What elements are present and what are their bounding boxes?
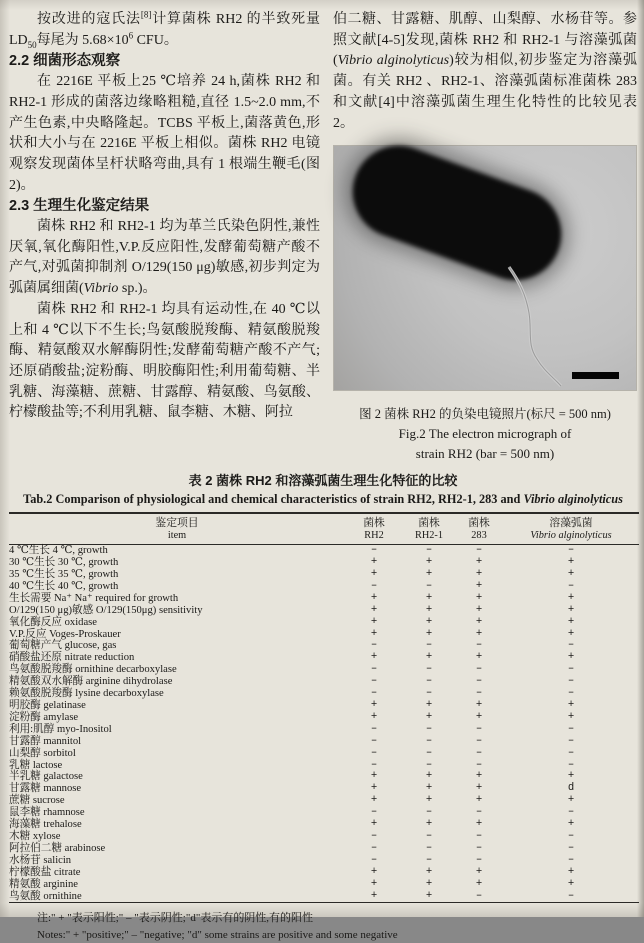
- row-value: +: [475, 568, 483, 581]
- species-name-italic: Vibrio alginolyticus: [337, 53, 450, 69]
- row-value: –: [425, 806, 433, 819]
- row-item-label: 赖氨酸脱羧酶 lysine decarboxylase: [9, 688, 164, 700]
- table-row: [9, 760, 639, 772]
- row-value: –: [475, 639, 483, 652]
- row-value: +: [475, 699, 483, 711]
- table-row: [9, 771, 639, 783]
- table-row: [9, 605, 639, 617]
- row-value: –: [370, 746, 378, 759]
- table-body: [9, 545, 639, 903]
- row-value: –: [370, 722, 378, 735]
- row-value: –: [370, 663, 378, 676]
- paragraph-text: CFU。: [133, 32, 178, 48]
- table-row: [9, 629, 639, 641]
- row-value: –: [567, 806, 575, 819]
- row-value: –: [475, 663, 483, 676]
- row-value: +: [475, 651, 483, 664]
- paragraph-biochemical-2: 菌株 RH2 和 RH2-1 均具有运动性,在 40 ℃以上和 4 ℃以下不生长;鸟氨酸脱羧酶、精氨酸脱羧酶、精氨酸双水解酶阴性;发酵葡萄糖产酸不产气;还原硝酸盐;淀粉酶、明胶酶阳性;利用葡萄糖、半乳糖、海藻糖、蔗糖、甘露醇、精氨酸、鸟氨酸、柠檬酸盐等;不利用乳糖、鼠李糖、木糖、阿拉: [9, 301, 320, 421]
- row-value: –: [475, 841, 483, 854]
- row-item-label: 利用:肌醇 myo-Inositol: [9, 723, 112, 735]
- row-value: +: [425, 556, 433, 569]
- row-value: +: [567, 877, 575, 890]
- row-value: +: [370, 770, 378, 783]
- row-value: +: [370, 877, 378, 890]
- row-item-label: 氧化酶反应 oxidase: [9, 616, 97, 628]
- table-row: [9, 819, 639, 831]
- row-value: –: [475, 544, 483, 557]
- row-value: +: [567, 710, 575, 723]
- row-value: +: [425, 603, 433, 616]
- row-value: +: [567, 627, 575, 640]
- row-item-label: 甘露糖 mannose: [9, 783, 82, 795]
- row-value: –: [425, 829, 433, 842]
- table-header: [9, 513, 639, 545]
- table-row: [9, 712, 639, 724]
- table-row: [9, 617, 639, 629]
- row-item-label: 水杨苷 salicin: [9, 854, 72, 866]
- header-strain-label: 菌株: [468, 517, 490, 530]
- row-value: +: [475, 770, 483, 783]
- row-value: –: [475, 675, 483, 688]
- figure-caption: [333, 404, 637, 464]
- row-value: –: [425, 544, 433, 557]
- table-row: [9, 736, 639, 748]
- row-value: –: [503, 891, 639, 903]
- row-value: –: [370, 687, 378, 700]
- header-item-cn: 鉴定项目: [155, 517, 199, 530]
- row-value: –: [475, 758, 483, 771]
- row-value: +: [425, 877, 433, 890]
- table-row: [9, 652, 639, 664]
- header-species-name-italic: Vibrio alginolyticus: [530, 529, 612, 541]
- paragraph-text: 每尾为 5.68×10: [36, 32, 129, 48]
- row-value: +: [370, 615, 378, 628]
- scale-bar: [572, 372, 619, 379]
- row-value: –: [567, 579, 575, 592]
- row-value: +: [475, 782, 483, 795]
- table-title-species-italic: Vibrio alginolyticus: [523, 492, 623, 507]
- header-strain-name: RH2-1: [414, 529, 444, 541]
- row-value: +: [567, 651, 575, 664]
- table-row: [9, 843, 639, 855]
- table-row: [9, 867, 639, 879]
- row-value: –: [475, 722, 483, 735]
- table-row: [9, 748, 639, 760]
- row-value: +: [425, 818, 433, 831]
- table-row: [9, 855, 639, 867]
- row-value: –: [370, 853, 378, 866]
- row-value: +: [475, 556, 483, 569]
- row-value: +: [567, 770, 575, 783]
- row-value: +: [425, 591, 433, 604]
- paragraph-text: 按改进的寇氏法: [37, 12, 141, 27]
- row-value: –: [567, 758, 575, 771]
- row-value: +: [425, 568, 433, 581]
- row-value: –: [370, 579, 378, 592]
- row-value: +: [475, 818, 483, 831]
- table-row: [9, 664, 639, 676]
- paragraph-text: 菌株 RH2 和 RH2-1 均为革兰氏染色阴性,兼性厌氧,氧化酶阳性,V.P.反应阳性,发酵葡萄糖产酸不产气,对弧菌抑制剂 O/129(150 μg)敏感,初步判定为弧菌属细菌(: [9, 219, 320, 297]
- table-title-chinese: 表 2 菌株 RH2 和溶藻弧菌生理生化特征的比较: [188, 473, 458, 489]
- row-item-label: O/129(150 μg)敏感 O/129(150μg) sensitivity: [9, 604, 203, 616]
- row-value: +: [567, 818, 575, 831]
- row-value: +: [425, 699, 433, 711]
- row-item-label: 乳糖 lactose: [9, 759, 63, 771]
- header-item-en: item: [167, 529, 187, 541]
- row-value: –: [455, 891, 503, 903]
- table-row: [9, 700, 639, 712]
- row-value: d: [567, 782, 575, 795]
- row-item-label: 甘露醇 mannitol: [9, 735, 82, 747]
- table-title-english-text: Tab.2 Comparison of physiological and chemical characteristics of strain RH2, RH2-1, 283 and: [23, 492, 524, 507]
- row-value: –: [425, 663, 433, 676]
- row-item-label: 木糖 xylose: [9, 830, 61, 842]
- row-item-label: V.P.反应 Voges-Proskauer: [9, 628, 121, 640]
- header-strain-label: 菌株: [418, 517, 440, 530]
- row-item-label: 海藻糖 trehalose: [9, 819, 82, 831]
- row-value: –: [475, 734, 483, 747]
- paragraph-morphology: 在 2216E 平板上25 ℃培养 24 h,菌株 RH2 和 RH2-1 形成的菌落边缘略粗糙,直径 1.5~2.0 mm,不产生色素,中央略隆起。TCBS 平板上,菌落黄色,形状和大小与在 2216E 平板上相似。菌株 RH2 电镜观察发现菌体呈杆状略弯曲,具有 1 根端生鞭毛(图 2)。: [9, 74, 320, 193]
- row-value: +: [567, 603, 575, 616]
- citation-ref-superscript: [8]: [140, 9, 152, 20]
- row-value: –: [567, 829, 575, 842]
- flagellum-image: [333, 145, 637, 391]
- row-value: +: [475, 615, 483, 628]
- row-item-label: 精氨酸双水解酶 arginine dihydrolase: [9, 676, 173, 688]
- row-value: +: [475, 710, 483, 723]
- row-value: +: [370, 651, 378, 664]
- row-item-label: 淀粉酶 amylase: [9, 711, 79, 723]
- row-value: –: [370, 829, 378, 842]
- electron-micrograph-figure: [333, 145, 637, 391]
- table-row: [9, 724, 639, 736]
- header-strain-name: 283: [471, 529, 487, 541]
- row-item-label: 鸟氨酸 ornithine: [9, 891, 345, 903]
- row-value: –: [370, 639, 378, 652]
- header-strain-283: [455, 513, 503, 545]
- table-row: [9, 545, 639, 557]
- paragraph-biochemical-1: [9, 217, 320, 300]
- row-value: +: [475, 579, 483, 592]
- row-value: –: [370, 675, 378, 688]
- figure-caption-chinese: 图 2 菌株 RH2 的负染电镜照片(标尺 = 500 nm): [359, 407, 611, 422]
- right-text-column: [333, 10, 637, 464]
- row-value: +: [475, 865, 483, 878]
- table-row: [9, 795, 639, 807]
- paragraph-text: 伯二糖、甘露糖、肌醇、山梨醇、水杨苷等。参照文献[4-5]发现,菌株 RH2 和 RH2-1 与溶藻弧菌(: [333, 12, 637, 69]
- table-note-english: Notes:" + "positive;" – "negative; "d" some strains are positive and some negative: [37, 928, 398, 941]
- section-heading-2-3: 2.3 生理生化鉴定结果: [9, 198, 150, 215]
- row-value: +: [475, 794, 483, 807]
- row-value: –: [567, 639, 575, 652]
- row-value: +: [425, 627, 433, 640]
- figure-caption-english-line1: Fig.2 The electron micrograph of: [398, 426, 572, 442]
- row-value: –: [567, 853, 575, 866]
- row-value: +: [370, 794, 378, 807]
- row-value: –: [567, 675, 575, 688]
- row-item-label: 30 ℃生长 30 ℃, growth: [9, 557, 119, 569]
- row-item-label: 蔗糖 sucrose: [9, 795, 65, 807]
- row-value: +: [403, 891, 455, 903]
- row-value: +: [567, 699, 575, 711]
- header-vibrio-alginolyticus: [503, 513, 639, 545]
- row-item-label: 精氨酸 arginine: [9, 878, 78, 890]
- header-strain-rh2-1: [403, 513, 455, 545]
- row-value: +: [370, 568, 378, 581]
- row-value: –: [425, 853, 433, 866]
- row-value: +: [425, 615, 433, 628]
- row-item-label: 生长需要 Na⁺ Na⁺ required for growth: [9, 592, 179, 604]
- row-value: –: [475, 853, 483, 866]
- row-item-label: 半乳糖 galactose: [9, 771, 83, 783]
- table-title-english: [9, 492, 637, 507]
- row-value: +: [425, 782, 433, 795]
- row-value: +: [370, 865, 378, 878]
- paragraph-text: )较为相似,初步鉴定为溶藻弧菌。有关 RH2 、RH2-1、溶藻弧菌标准菌株 283 和文献[4]中溶藻弧菌生理生化特性的比较见表 2。: [333, 53, 637, 131]
- genus-name-italic: Vibrio: [83, 281, 119, 297]
- row-value: +: [370, 699, 378, 711]
- row-value: –: [425, 734, 433, 747]
- row-value: +: [567, 794, 575, 807]
- row-value: +: [425, 865, 433, 878]
- left-text-column: [9, 10, 320, 424]
- row-value: +: [425, 770, 433, 783]
- row-item-label: 葡萄糖产气 glucose, gas: [9, 640, 117, 652]
- row-item-label: 柠檬酸盐 citrate: [9, 866, 81, 878]
- table-row: [9, 891, 639, 903]
- row-value: +: [475, 627, 483, 640]
- row-item-label: 硝酸盐还原 nitrate reduction: [9, 652, 135, 664]
- row-value: –: [475, 746, 483, 759]
- row-value: –: [425, 746, 433, 759]
- row-value: +: [370, 710, 378, 723]
- table-row: [9, 569, 639, 581]
- row-value: –: [567, 841, 575, 854]
- table-row: [9, 783, 639, 795]
- row-value: –: [425, 687, 433, 700]
- row-item-label: 40 ℃生长 40 ℃, growth: [9, 580, 119, 592]
- row-value: –: [425, 639, 433, 652]
- header-item-column: [9, 513, 345, 545]
- table-row: [9, 640, 639, 652]
- paragraph-identification: [333, 10, 637, 134]
- row-value: –: [475, 687, 483, 700]
- row-value: –: [567, 734, 575, 747]
- row-value: +: [370, 603, 378, 616]
- row-item-label: 明胶酶 gelatinase: [9, 700, 86, 711]
- row-value: –: [567, 663, 575, 676]
- section-heading-2-2: 2.2 细菌形态观察: [9, 53, 121, 70]
- row-item-label: 35 ℃生长 35 ℃, growth: [9, 569, 119, 581]
- row-value: +: [370, 627, 378, 640]
- row-value: –: [567, 746, 575, 759]
- row-value: +: [567, 865, 575, 878]
- header-strain-label: 溶藻弧菌: [549, 517, 593, 530]
- row-value: +: [425, 651, 433, 664]
- ld50-subscript: 50: [27, 39, 37, 50]
- header-strain-rh2: [345, 513, 403, 545]
- row-value: –: [475, 829, 483, 842]
- row-value: +: [567, 615, 575, 628]
- row-item-label: 4 ℃生长 4 ℃, growth: [9, 545, 108, 557]
- row-value: +: [370, 556, 378, 569]
- table-row: [9, 807, 639, 819]
- row-value: +: [345, 891, 403, 903]
- row-value: +: [475, 603, 483, 616]
- table-row: [9, 593, 639, 605]
- row-value: –: [370, 734, 378, 747]
- row-value: –: [425, 675, 433, 688]
- row-value: –: [370, 806, 378, 819]
- row-value: –: [425, 841, 433, 854]
- row-item-label: 山梨醇 sorbitol: [9, 747, 76, 759]
- exponent-superscript: 6: [128, 30, 134, 41]
- row-value: –: [370, 758, 378, 771]
- header-strain-name: RH2: [364, 529, 384, 541]
- row-value: –: [425, 722, 433, 735]
- row-value: –: [425, 758, 433, 771]
- row-item-label: 鼠李糖 rhamnose: [9, 807, 85, 819]
- row-value: –: [567, 687, 575, 700]
- table-row: [9, 676, 639, 688]
- header-strain-label: 菌株: [363, 517, 385, 530]
- row-value: –: [567, 544, 575, 557]
- comparison-table: [9, 512, 639, 903]
- row-value: –: [370, 841, 378, 854]
- row-value: +: [475, 591, 483, 604]
- row-value: +: [425, 794, 433, 807]
- row-value: –: [475, 806, 483, 819]
- row-value: +: [370, 591, 378, 604]
- row-value: +: [475, 877, 483, 890]
- row-value: +: [567, 556, 575, 569]
- table-row: [9, 688, 639, 700]
- table-note-chinese: 注:" + "表示阳性;" – "表示阴性;"d"表示有的阴性,有的阳性: [37, 912, 314, 925]
- row-value: +: [370, 818, 378, 831]
- row-value: +: [370, 782, 378, 795]
- row-item-label: 鸟氨酸脱羧酶 ornithine decarboxylase: [9, 664, 177, 676]
- table-row: [9, 879, 639, 891]
- table-row: [9, 831, 639, 843]
- two-column-text-area: [9, 10, 637, 464]
- row-value: –: [567, 722, 575, 735]
- paragraph-text: 计算菌株 RH2 的半致死量 LD: [9, 12, 321, 48]
- table-row: [9, 557, 639, 569]
- paragraph-ld50: [9, 10, 320, 51]
- figure-caption-english-line2: strain RH2 (bar = 500 nm): [415, 446, 555, 462]
- row-value: +: [567, 591, 575, 604]
- table-row: [9, 581, 639, 593]
- row-value: +: [425, 710, 433, 723]
- row-value: –: [425, 579, 433, 592]
- row-value: –: [370, 544, 378, 557]
- paragraph-text: sp.)。: [118, 281, 157, 297]
- row-value: +: [567, 568, 575, 581]
- table-notes: [37, 910, 637, 943]
- row-item-label: 阿拉伯二糖 arabinose: [9, 842, 106, 854]
